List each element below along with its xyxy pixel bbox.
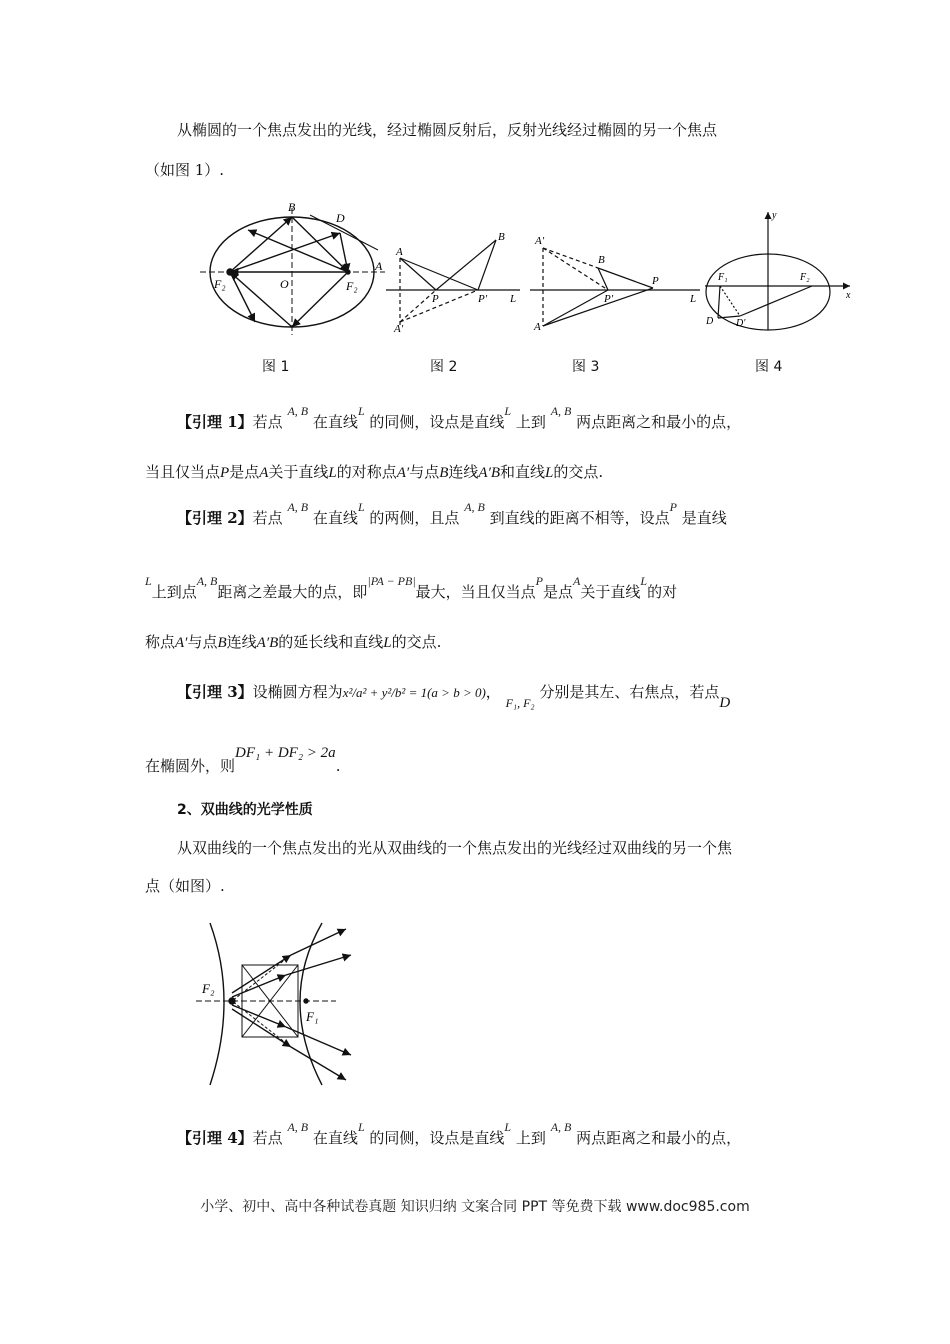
- math: L: [640, 574, 648, 588]
- text: 的延长线和直线: [278, 633, 384, 651]
- math: A, B: [287, 500, 309, 514]
- intro-line-1: 从椭圆的一个焦点发出的光线，经过椭圆反射后，反射光线经过椭圆的另一个焦点: [177, 121, 718, 139]
- math: A′: [175, 635, 188, 651]
- math: L: [328, 465, 337, 481]
- text: 和直线: [500, 463, 546, 481]
- fig1-label-A: A: [375, 259, 383, 273]
- text: 若点: [252, 509, 283, 527]
- text: 分别是其左、右焦点，若点: [539, 683, 720, 701]
- fig2-label-Ap: A': [394, 323, 404, 335]
- math: B: [217, 635, 227, 651]
- math: DF₁ + DF₂ > 2a: [235, 745, 336, 761]
- intro-line-2: （如图 1）.: [145, 161, 225, 179]
- math: A′: [396, 465, 410, 481]
- fig2-label-B: B: [498, 231, 505, 243]
- text: 到直线的距离不相等，设点: [489, 509, 670, 527]
- fig3-label-Pp: P': [604, 293, 614, 305]
- text: 连线: [226, 633, 257, 651]
- text: 的两侧，且点: [369, 509, 460, 527]
- text: 距离之差最大的点，即: [217, 583, 368, 601]
- fig3-label-Ap: A': [535, 235, 545, 247]
- ellipse-equation: x²/a² + y²/b² = 1(a > b > 0): [342, 685, 486, 700]
- math: L: [357, 1120, 365, 1134]
- text: 是直线: [681, 509, 727, 527]
- math: L: [545, 465, 554, 481]
- text: 的同侧，设点是直线: [369, 1129, 505, 1147]
- hyperbola-label-F1: F₁: [306, 1009, 319, 1024]
- hyperbola-figure: [196, 915, 366, 1105]
- text: 当且仅当点: [145, 463, 221, 481]
- math: P: [220, 465, 230, 481]
- fig1-label-F2-left: F₂: [214, 277, 226, 291]
- math: A′B: [256, 635, 279, 651]
- lemma2-line-1: [177, 500, 847, 531]
- math: |PA − PB|: [367, 574, 416, 588]
- text: 两点距离之和最小的点，: [576, 1129, 742, 1147]
- footer-note: 小学、初中、高中各种试卷真题 知识归纳 文案合同 PPT 等免费下载 www.doc985.com: [200, 1199, 750, 1215]
- math: F₁, F₂: [505, 696, 535, 710]
- text: 关于直线: [268, 463, 329, 481]
- text: 在直线: [312, 1129, 358, 1147]
- caption-fig1: 图 1: [262, 359, 290, 375]
- text: 的交点.: [553, 463, 604, 481]
- fig1-ellipse-reflection: [200, 208, 385, 335]
- math: L: [504, 1120, 512, 1134]
- text: ，: [485, 683, 501, 701]
- lemma2-line-3: [145, 630, 815, 655]
- text: 在直线: [312, 509, 358, 527]
- fig1-label-B: B: [288, 200, 296, 214]
- fig3-label-A: A: [534, 321, 541, 333]
- lemma2-line-2: [145, 574, 815, 605]
- ellipse-figures: [200, 200, 880, 370]
- math: A, B: [464, 500, 485, 514]
- math: L: [357, 404, 365, 418]
- math: A: [573, 574, 581, 588]
- text: 的交点.: [391, 633, 442, 651]
- text: 上到点: [151, 583, 197, 601]
- math: L: [383, 635, 392, 651]
- fig3-label-L: L: [690, 293, 697, 305]
- lemma1-line-1: [177, 404, 847, 435]
- fig4-ellipse-axes: [705, 212, 850, 330]
- text: 最大，当且仅当点: [415, 583, 536, 601]
- fig4-label-y: y: [772, 210, 777, 221]
- text: 连线: [448, 463, 479, 481]
- math: L: [357, 500, 365, 514]
- text: 与点: [187, 633, 218, 651]
- fig1-label-F2-right: F₂: [346, 279, 358, 293]
- math: A, B: [287, 404, 309, 418]
- text: 上到: [515, 413, 546, 431]
- math: P: [535, 574, 544, 588]
- text: .: [335, 757, 341, 775]
- fig4-label-x: x: [846, 290, 851, 301]
- math: P: [669, 500, 678, 514]
- text: 与点: [409, 463, 440, 481]
- lemma3-line-2: [145, 745, 815, 779]
- text: 是点: [229, 463, 260, 481]
- fig2-label-L: L: [510, 293, 517, 305]
- section2-line-1: 从双曲线的一个焦点发出的光从双曲线的一个焦点发出的光线经过双曲线的另一个焦: [177, 839, 733, 857]
- math: A, B: [287, 1120, 309, 1134]
- fig2-label-A: A: [396, 246, 403, 258]
- fig3-label-P: P: [652, 275, 659, 287]
- fig4-label-F2: F₂: [800, 272, 810, 283]
- text: 若点: [252, 413, 283, 431]
- section2-heading: 2、双曲线的光学性质: [177, 802, 313, 818]
- fig1-label-D: D: [336, 211, 345, 225]
- lemma3-line-1: [177, 680, 847, 711]
- fig3-label-B: B: [598, 254, 605, 266]
- text: 的对: [647, 583, 678, 601]
- section2-line-2: 点（如图）.: [145, 877, 225, 895]
- math: A′B: [478, 465, 501, 481]
- math: B: [439, 465, 449, 481]
- text: 在椭圆外，则: [145, 757, 236, 775]
- text: 的同侧，设点是直线: [369, 413, 505, 431]
- text: 两点距离之和最小的点，: [576, 413, 742, 431]
- lemma4-tag: 【引理 4】: [177, 1129, 253, 1147]
- math: A, B: [196, 574, 218, 588]
- text: 是点: [543, 583, 574, 601]
- fig4-label-D: D: [706, 316, 714, 327]
- math: A, B: [550, 404, 572, 418]
- lemma2-tag: 【引理 2】: [177, 509, 253, 527]
- lemma1-line-2: [145, 460, 815, 485]
- caption-fig2: 图 2: [430, 359, 458, 375]
- caption-fig4: 图 4: [755, 359, 783, 375]
- text: 关于直线: [580, 583, 641, 601]
- fig3-diff-max: [530, 248, 700, 326]
- caption-fig3: 图 3: [572, 359, 600, 375]
- math: A: [259, 465, 269, 481]
- text: 上到: [515, 1129, 546, 1147]
- text: 设椭圆方程为: [252, 683, 343, 701]
- text: 若点: [252, 1129, 283, 1147]
- fig1-label-O: O: [280, 277, 289, 291]
- hyperbola-label-F2: F₂: [202, 981, 215, 996]
- math: L: [504, 404, 512, 418]
- lemma3-tag: 【引理 3】: [177, 683, 253, 701]
- fig4-label-Dp: D': [736, 318, 746, 329]
- math: D: [719, 695, 731, 711]
- text: 称点: [145, 633, 176, 651]
- math: A, B: [550, 1120, 572, 1134]
- lemma4-line-1: [177, 1120, 847, 1151]
- fig2-sum-min: [386, 240, 520, 325]
- text: 的对称点: [336, 463, 397, 481]
- text: 在直线: [312, 413, 358, 431]
- fig4-label-F1: F₁: [718, 272, 728, 283]
- math: L: [145, 574, 152, 588]
- lemma1-tag: 【引理 1】: [177, 413, 253, 431]
- fig2-label-P: P: [432, 293, 439, 305]
- fig2-label-Pp: P': [478, 293, 488, 305]
